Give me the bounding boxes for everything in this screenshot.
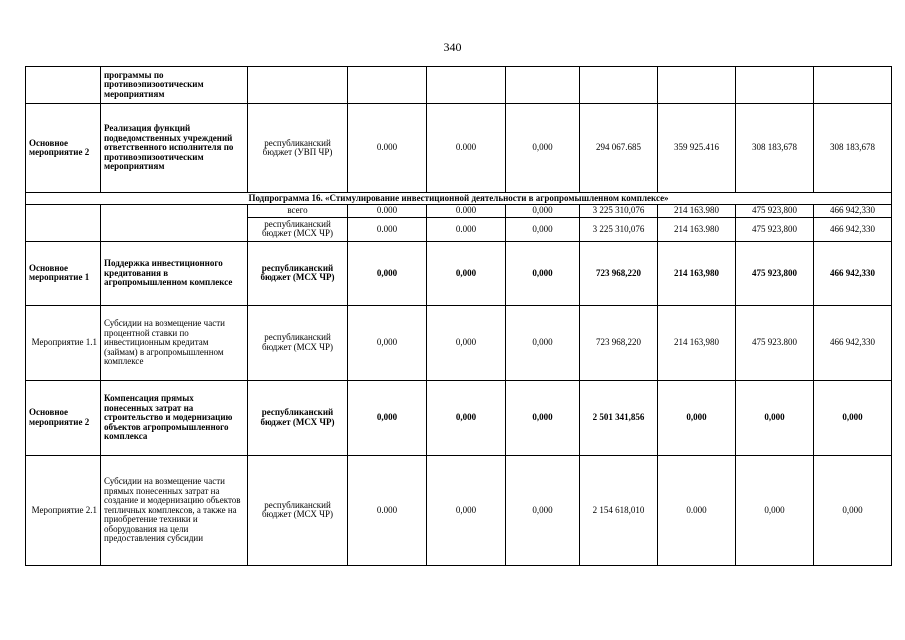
- budget-table: [25, 66, 892, 566]
- table-row: [26, 104, 892, 193]
- row-source: республиканский бюджет (МСХ ЧР): [248, 455, 348, 565]
- value-cell: 0,000: [427, 305, 506, 380]
- value-cell: [736, 67, 814, 104]
- value-cell: 0,000: [506, 455, 580, 565]
- value-cell: 0,000: [506, 217, 580, 241]
- value-cell: 0.000: [348, 217, 427, 241]
- value-cell: [506, 67, 580, 104]
- value-cell: 2 154 618,010: [580, 455, 658, 565]
- value-cell: 0.000: [427, 104, 506, 193]
- row-description: Субсидии на возмещение части прямых понесенных затрат на создание и модернизацию объектов тепличных комплексов, а также на приобретение техники и оборудования на цели предоставления субсидии: [101, 455, 248, 565]
- row-description: Реализация функций подведомственных учреждений ответственного исполнителя по противоэпизоотическим мероприятиям: [101, 104, 248, 193]
- value-cell: 0.000: [427, 217, 506, 241]
- value-cell: 0,000: [348, 380, 427, 455]
- row-label: [26, 67, 101, 104]
- value-cell: 2 501 341,856: [580, 380, 658, 455]
- value-cell: 466 942,330: [814, 241, 892, 305]
- value-cell: 308 183,678: [814, 104, 892, 193]
- row-source: республиканский бюджет (УВП ЧР): [248, 104, 348, 193]
- table-row: [26, 67, 892, 104]
- value-cell: 0,000: [348, 305, 427, 380]
- value-cell: 0.000: [348, 205, 427, 217]
- value-cell: [580, 67, 658, 104]
- value-cell: 475 923,800: [736, 217, 814, 241]
- value-cell: [814, 67, 892, 104]
- table-row: [26, 455, 892, 565]
- row-source: республиканский бюджет (МСХ ЧР): [248, 380, 348, 455]
- row-source: всего: [248, 205, 348, 217]
- value-cell: 214 163.980: [658, 205, 736, 217]
- row-label: Основное мероприятие 1: [26, 241, 101, 305]
- value-cell: 475 923.800: [736, 305, 814, 380]
- value-cell: 214 163,980: [658, 305, 736, 380]
- row-description: Поддержка инвестиционного кредитования в агропромышленном комплексе: [101, 241, 248, 305]
- value-cell: 0,000: [427, 241, 506, 305]
- value-cell: 466 942,330: [814, 205, 892, 217]
- table-row: [26, 241, 892, 305]
- row-source: [248, 67, 348, 104]
- row-source: республиканский бюджет (МСХ ЧР): [248, 305, 348, 380]
- value-cell: 0,000: [736, 380, 814, 455]
- value-cell: [427, 67, 506, 104]
- value-cell: 0,000: [506, 305, 580, 380]
- row-source: республиканский бюджет (МСХ ЧР): [248, 217, 348, 241]
- value-cell: 3 225 310,076: [580, 217, 658, 241]
- row-description: Субсидии на возмещение части процентной ставки по инвестиционным кредитам (займам) в агропромышленном комплексе: [101, 305, 248, 380]
- row-description: [101, 205, 248, 241]
- row-label: Мероприятие 2.1: [26, 455, 101, 565]
- row-source: республиканский бюджет (МСХ ЧР): [248, 241, 348, 305]
- table-row: [26, 380, 892, 455]
- value-cell: 294 067.685: [580, 104, 658, 193]
- row-label: Мероприятие 1.1: [26, 305, 101, 380]
- row-description: Компенсация прямых понесенных затрат на строительство и модернизацию объектов агропромышленного комплекса: [101, 380, 248, 455]
- value-cell: 0,000: [427, 455, 506, 565]
- value-cell: 214 163.980: [658, 217, 736, 241]
- table-row: [26, 205, 892, 217]
- value-cell: 723 968,220: [580, 241, 658, 305]
- subprogram-row: [26, 193, 892, 205]
- row-description: программы по противоэпизоотическим мероприятиям: [101, 67, 248, 104]
- value-cell: 0,000: [348, 241, 427, 305]
- value-cell: 308 183,678: [736, 104, 814, 193]
- value-cell: 466 942,330: [814, 217, 892, 241]
- value-cell: 359 925.416: [658, 104, 736, 193]
- value-cell: 0,000: [506, 104, 580, 193]
- value-cell: 0.000: [658, 455, 736, 565]
- value-cell: 723 968,220: [580, 305, 658, 380]
- value-cell: 475 923,800: [736, 241, 814, 305]
- value-cell: 214 163,980: [658, 241, 736, 305]
- value-cell: 475 923,800: [736, 205, 814, 217]
- table-row: [26, 305, 892, 380]
- value-cell: 466 942,330: [814, 305, 892, 380]
- value-cell: 3 225 310,076: [580, 205, 658, 217]
- value-cell: 0,000: [814, 455, 892, 565]
- value-cell: 0,000: [658, 380, 736, 455]
- page-number: 340: [443, 40, 462, 54]
- value-cell: 0,000: [506, 205, 580, 217]
- value-cell: [348, 67, 427, 104]
- subprogram-title: Подпрограмма 16. «Стимулирование инвестиционной деятельности в агропромышленном комплексе»: [26, 193, 892, 205]
- value-cell: 0,000: [506, 241, 580, 305]
- value-cell: 0,000: [814, 380, 892, 455]
- row-label: Основное мероприятие 2: [26, 380, 101, 455]
- row-label: Основное мероприятие 2: [26, 104, 101, 193]
- value-cell: [658, 67, 736, 104]
- row-label: [26, 205, 101, 241]
- value-cell: 0,000: [427, 380, 506, 455]
- value-cell: 0,000: [736, 455, 814, 565]
- value-cell: 0.000: [348, 104, 427, 193]
- value-cell: 0.000: [427, 205, 506, 217]
- value-cell: 0,000: [506, 380, 580, 455]
- value-cell: 0.000: [348, 455, 427, 565]
